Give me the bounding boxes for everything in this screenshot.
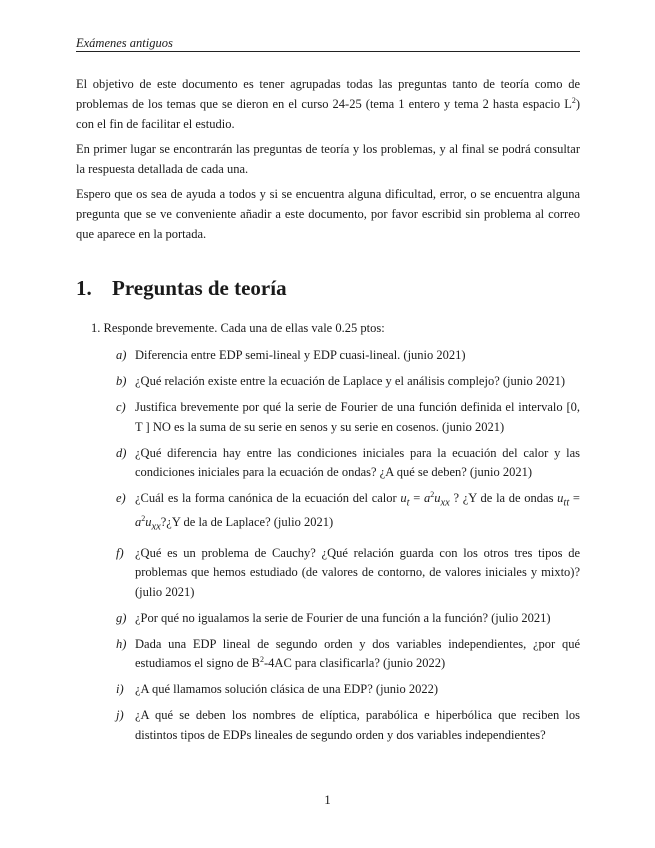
item-label: h)	[116, 636, 127, 651]
item-text: ¿Por qué no igualamos la serie de Fourier de una función a la función? (julio 2021)	[135, 610, 551, 625]
intro-paragraph-1	[76, 74, 580, 134]
list-item	[113, 680, 580, 700]
l2-superscript: 2	[571, 95, 576, 105]
intro-paragraph-3: Espero que os sea de ayuda a todos y si se encuentra alguna dificultad, error, o se encuentra alguna pregunta que se ve conveniente añadir a este documento, por favor escribid sin problema al correo que aparece en la portada.	[76, 187, 580, 241]
item-label: a)	[116, 348, 127, 362]
item-text-part: -4AC para clasificarla? (junio 2022)	[264, 656, 446, 670]
list-item	[113, 544, 580, 603]
section-number: 1.	[76, 276, 92, 300]
item-label: f)	[116, 545, 124, 560]
item-text: ¿A qué llamamos solución clásica de una EDP? (junio 2022)	[135, 682, 439, 696]
list-item	[113, 346, 580, 366]
item-text-part: Dada una EDP lineal de segundo orden y dos variables independientes, ¿por qué estudiamos el signo de B	[135, 636, 580, 670]
item-text-part: ?¿Y de la de Laplace? (julio 2021)	[160, 515, 334, 529]
section-title: Preguntas de teoría	[112, 276, 287, 300]
section-heading	[76, 276, 580, 301]
item-label: i)	[116, 682, 124, 696]
item-label: d)	[116, 445, 127, 460]
item-text: ¿Qué diferencia hay entre las condiciones iniciales para la ecuación del calor y las condiciones iniciales para la ecuación de ondas? ¿A qué se deben? (junio 2021)	[135, 445, 580, 479]
list-item	[113, 444, 580, 483]
list-item	[113, 489, 580, 537]
item-label: j)	[116, 708, 124, 722]
item-text: Diferencia entre EDP semi-lineal y EDP cuasi-lineal. (junio 2021)	[135, 348, 466, 362]
item-text: ¿Qué relación existe entre la ecuación de Laplace y el análisis complejo? (junio 2021)	[135, 374, 566, 388]
item-label: c)	[116, 400, 126, 414]
header-rule	[76, 51, 580, 52]
item-label: e)	[116, 491, 126, 505]
intro-text	[76, 74, 580, 249]
item-text: ¿Qué es un problema de Cauchy? ¿Qué relación guarda con los otros tres tipos de problemas que hemos estudiado (de valores de contorno, de valores iniciales y mixto)? (julio 2021)	[135, 545, 580, 599]
list-item	[113, 398, 580, 437]
list-item	[113, 609, 580, 629]
item-text-part: ? ¿Y de la de ondas	[449, 491, 558, 505]
question-items-list	[113, 346, 580, 752]
item-label: g)	[116, 610, 127, 625]
intro-paragraph-2: En primer lugar se encontrarán las preguntas de teoría y los problemas, y al final se podrá consultar la respuesta detallada de cada una.	[76, 142, 580, 176]
heat-equation-formula: $u_t = a^2u_{xx}$	[400, 489, 450, 509]
intro-p1-text: El objetivo de este documento es tener agrupadas todas las preguntas tanto de teoría como de problemas de los temas que se dieron en el curso 24-25 (tema 1 entero y tema 2 hasta espacio L	[76, 77, 580, 111]
page-number: 1	[324, 792, 331, 807]
running-header: Exámenes antiguos	[76, 36, 173, 50]
intro-p1-end: ) con el fin de facilitar el estudio.	[76, 97, 580, 131]
item-text: Justifica brevemente por qué la serie de Fourier de una función definida el intervalo [0, T ] NO es la suma de su serie en senos y su serie en cosenos. (junio 2021)	[135, 400, 580, 434]
item-text-part: ¿Cuál es la forma canónica de la ecuación del calor	[135, 491, 401, 505]
wave-equation-formula: $u_{tt} = a^2u_{xx}$	[135, 491, 580, 533]
list-item	[113, 372, 580, 392]
b-squared-superscript: 2	[260, 654, 264, 664]
list-item	[113, 635, 580, 674]
item-text: ¿A qué se deben los nombres de elíptica, parabólica e hiperbólica que reciben los distintos tipos de EDPs lineales de segundo orden y dos variables independientes?	[135, 708, 580, 742]
item-label: b)	[116, 374, 127, 388]
question-1-prompt: 1. Responde brevemente. Cada una de ellas vale 0.25 ptos:	[91, 321, 385, 335]
list-item	[113, 706, 580, 745]
